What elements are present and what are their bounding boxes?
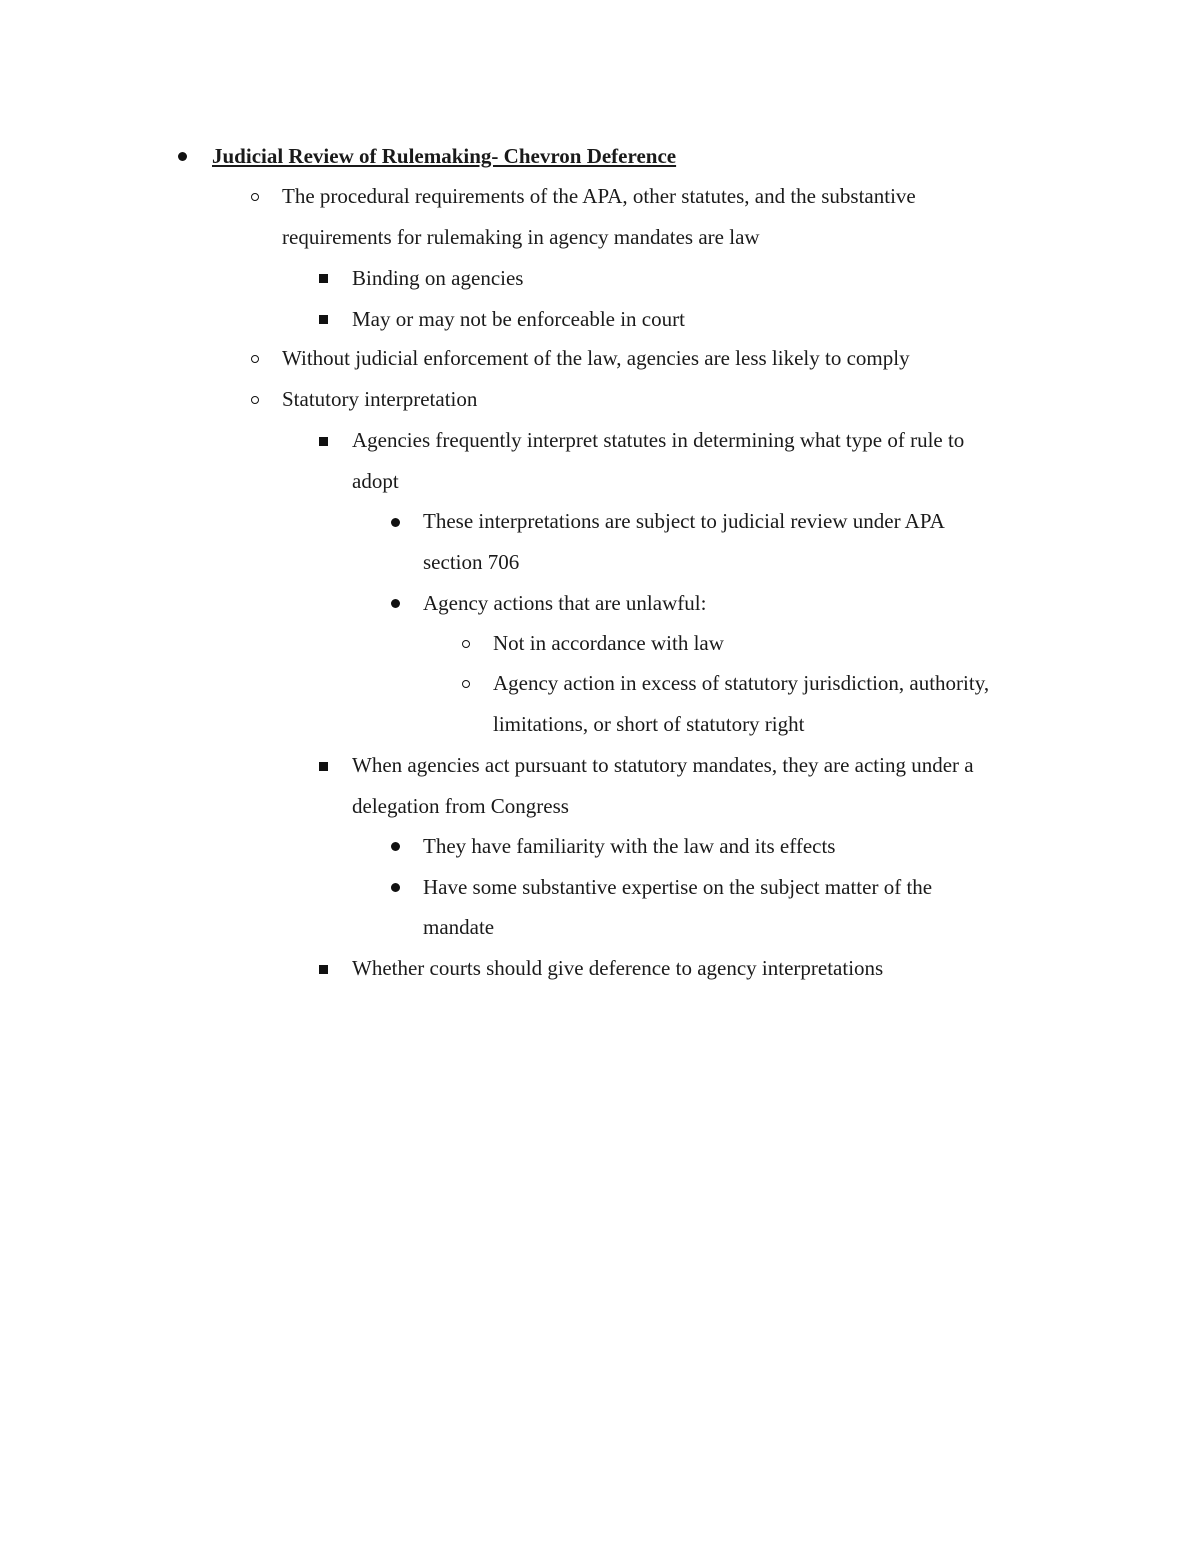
- circle-bullet-icon: [462, 680, 470, 688]
- list-item: Have some substantive expertise on the subject matter of the: [423, 875, 933, 899]
- list-item: Agency action in excess of statutory jurisdiction, authority,: [493, 671, 990, 695]
- list-item: Statutory interpretation: [282, 387, 478, 411]
- square-bullet-icon: [319, 437, 328, 446]
- disc-bullet-icon: [391, 599, 400, 608]
- section-heading: Judicial Review of Rulemaking- Chevron Deference: [212, 144, 677, 168]
- list-item-continuation: mandate: [423, 915, 495, 939]
- list-item-continuation: delegation from Congress: [352, 794, 569, 818]
- list-item: Whether courts should give deference to agency interpretations: [352, 956, 884, 980]
- list-item: Without judicial enforcement of the law, agencies are less likely to comply: [282, 346, 910, 370]
- square-bullet-icon: [319, 762, 328, 771]
- disc-bullet-icon: [391, 518, 400, 527]
- circle-bullet-icon: [462, 640, 470, 648]
- list-item: Agency actions that are unlawful:: [423, 591, 707, 615]
- disc-bullet-icon: [391, 883, 400, 892]
- list-item: Not in accordance with law: [493, 631, 724, 655]
- circle-bullet-icon: [251, 193, 259, 201]
- list-item: These interpretations are subject to judicial review under APA: [423, 509, 945, 533]
- square-bullet-icon: [319, 965, 328, 974]
- list-item: When agencies act pursuant to statutory mandates, they are acting under a: [352, 753, 974, 777]
- circle-bullet-icon: [251, 355, 259, 363]
- list-item-continuation: section 706: [423, 550, 520, 574]
- square-bullet-icon: [319, 315, 328, 324]
- list-item: Agencies frequently interpret statutes in determining what type of rule to: [352, 428, 965, 452]
- list-item: They have familiarity with the law and its effects: [423, 834, 836, 858]
- list-item-continuation: requirements for rulemaking in agency mandates are law: [282, 225, 760, 249]
- list-item-continuation: limitations, or short of statutory right: [493, 712, 805, 736]
- list-item: The procedural requirements of the APA, other statutes, and the substantive: [282, 184, 916, 208]
- list-item: May or may not be enforceable in court: [352, 307, 685, 331]
- circle-bullet-icon: [251, 396, 259, 404]
- disc-bullet-icon: [391, 842, 400, 851]
- square-bullet-icon: [319, 274, 328, 283]
- disc-bullet-icon: [178, 152, 187, 161]
- list-item-continuation: adopt: [352, 469, 399, 493]
- list-item: Binding on agencies: [352, 266, 524, 290]
